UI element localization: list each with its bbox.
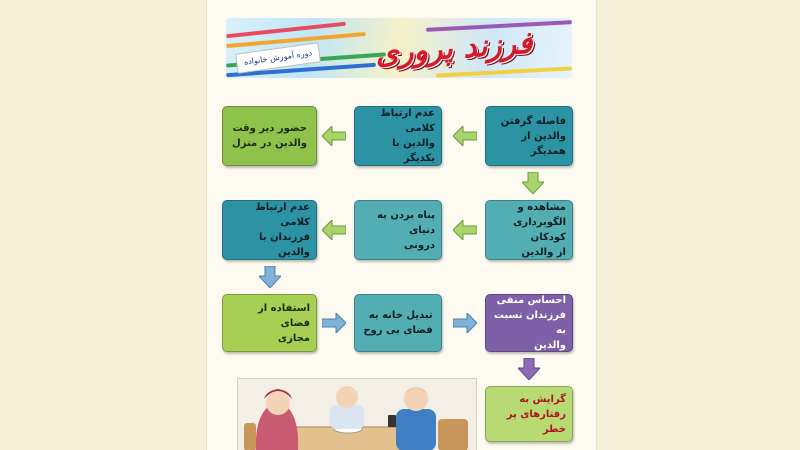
flow-box-6 — [222, 200, 317, 260]
arrow-down-icon — [518, 358, 540, 380]
arrow-left-icon — [453, 220, 477, 240]
flow-box-1-text: فاصله گرفتن والدین از همدیگر — [500, 115, 566, 157]
banner-subtitle: دوره آموزش خانواده — [235, 42, 321, 73]
flow-box-4-text: مشاهده و الگوبرداری کودکان از والدین — [513, 202, 566, 258]
poster-title: فرزند پروری — [374, 25, 534, 72]
flow-box-3-text: حضور دیر وقت والدین در منزل — [232, 123, 307, 149]
flow-box-8 — [354, 294, 442, 352]
flow-box-10 — [485, 386, 573, 442]
flow-box-10-text: گرایش به رفتارهای پر خطر — [506, 393, 566, 435]
flow-box-9 — [485, 294, 573, 352]
poster — [207, 0, 596, 450]
flow-box-5-text: پناه بردن به دنیای درونی — [377, 209, 435, 251]
arrow-left-icon — [453, 126, 477, 146]
arrow-right-icon — [322, 313, 346, 333]
flow-box-9-text: احساس منفی فرزندان نسبت به والدین — [493, 295, 566, 351]
flow-box-7 — [222, 294, 317, 352]
family-illustration-art — [238, 379, 476, 450]
flow-box-1 — [485, 106, 573, 166]
arrow-down-icon — [259, 266, 281, 288]
flow-box-7-text: استفاده از فضای مجازی — [258, 302, 310, 344]
arrow-right-icon — [453, 313, 477, 333]
flow-box-4 — [485, 200, 573, 260]
flow-box-2-text: عدم ارتباط کلامی والدین با یکدیگر — [380, 108, 435, 164]
arrow-down-icon — [522, 172, 544, 194]
flow-box-8-text: تبدیل خانه به فضای بی روح — [363, 310, 433, 336]
banner — [226, 18, 572, 78]
arrow-left-icon — [322, 126, 346, 146]
flow-box-5 — [354, 200, 442, 260]
flow-box-2 — [354, 106, 442, 166]
flow-box-3 — [222, 106, 317, 166]
family-illustration — [237, 378, 477, 450]
flow-box-6-text: عدم ارتباط کلامی فرزندان با والدین — [255, 202, 310, 258]
arrow-left-icon — [322, 220, 346, 240]
